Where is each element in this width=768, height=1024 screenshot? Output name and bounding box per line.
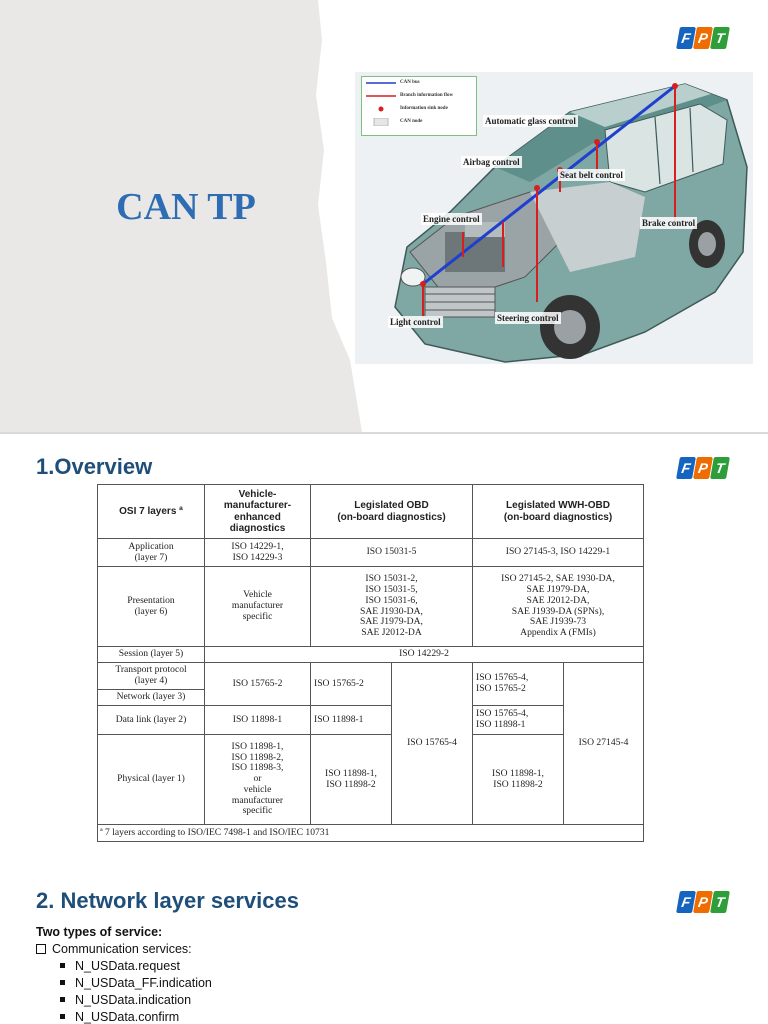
table-header-cell: Legislated WWH-OBD (on-board diagnostics): [473, 485, 644, 539]
blue-line-icon: [366, 79, 396, 87]
slide-heading: 2. Network layer services: [36, 888, 299, 913]
table-cell: ISO 15031-2, ISO 15031-5, ISO 15031-6, SAE J1930-DA, SAE J1979-DA, SAE J2012-DA: [311, 567, 473, 647]
legend-item: Information sink node: [362, 103, 476, 116]
square-bullet-icon: [60, 963, 65, 968]
table-cell: ISO 14229-1, ISO 14229-3: [205, 539, 311, 567]
table-cell: Data link (layer 2): [98, 706, 205, 735]
table-cell: ISO 27145-3, ISO 14229-1: [473, 539, 644, 567]
table-cell: Application (layer 7): [98, 539, 205, 567]
diagram-legend: [361, 76, 477, 136]
legend-item: CAN bus: [362, 77, 476, 90]
slide-title-text: CAN TP: [116, 186, 256, 228]
intro-text: Two types of service:: [36, 925, 163, 939]
table-cell: Network (layer 3): [98, 690, 205, 706]
slide-heading: 1.Overview: [36, 454, 153, 479]
checkbox-bullet-icon: [36, 944, 46, 954]
table-cell: ISO 11898-1, ISO 11898-2: [473, 735, 564, 825]
label-brake-control: Brake control: [642, 218, 696, 228]
square-bullet-icon: [60, 1014, 65, 1019]
table-cell: ISO 14229-2: [205, 647, 644, 663]
list-item: N_USData.request: [36, 958, 212, 975]
box-icon: [366, 118, 396, 126]
osi-layer-table: [97, 484, 644, 842]
label-steering-control: Steering control: [497, 313, 559, 323]
fpt-logo: F P T: [678, 27, 728, 49]
slide-overview: [0, 434, 768, 866]
red-line-icon: [366, 92, 396, 100]
table-row: [98, 539, 644, 567]
fpt-logo: F P T: [678, 891, 728, 913]
square-bullet-icon: [60, 997, 65, 1002]
table-cell: ISO 11898-1, ISO 11898-2, ISO 11898-3, or vehicle manufacturer specific: [205, 735, 311, 825]
table-cell: ISO 15765-4, ISO 15765-2: [473, 663, 564, 706]
list-item: N_USData_FF.indication: [36, 975, 212, 992]
table-cell: Vehicle manufacturer specific: [205, 567, 311, 647]
slide-title: [0, 0, 768, 432]
list-item: Communication services:: [36, 941, 212, 958]
fpt-logo: F P T: [678, 457, 728, 479]
label-light-control: Light control: [390, 317, 441, 327]
table-footnote-row: [98, 825, 644, 842]
table-cell: ISO 27145-2, SAE 1930-DA, SAE J1979-DA, SAE J2012-DA, SAE J1939-DA (SPNs), SAE J1939-73 Appendix A (FMIs): [473, 567, 644, 647]
table-cell: ISO 11898-1: [205, 706, 311, 735]
list-item: N_USData.indication: [36, 992, 212, 1009]
red-dot-icon: [366, 105, 396, 113]
label-seat-belt-control: Seat belt control: [560, 170, 623, 180]
table-cell: ISO 11898-1: [311, 706, 392, 735]
table-row: [98, 567, 644, 647]
table-cell: ISO 15765-2: [205, 663, 311, 706]
legend-item: Branch information flow: [362, 90, 476, 103]
table-cell: ISO 15765-4: [392, 663, 473, 825]
table-cell: ISO 27145-4: [564, 663, 644, 825]
table-header-cell: OSI 7 layers ª: [98, 485, 205, 539]
table-row: [98, 647, 644, 663]
label-airbag-control: Airbag control: [463, 157, 520, 167]
table-header-cell: Legislated OBD (on-board diagnostics): [311, 485, 473, 539]
table-footnote: ª 7 layers according to ISO/IEC 7498-1 and ISO/IEC 10731: [98, 825, 644, 842]
table-row: [98, 706, 644, 735]
table-row: [98, 735, 644, 825]
table-row: [98, 663, 644, 690]
table-cell: ISO 15765-4, ISO 11898-1: [473, 706, 564, 735]
slide-network-layer-services: [0, 866, 768, 1024]
table-header-row: [98, 485, 644, 539]
can-network-car-diagram: [355, 72, 753, 364]
legend-item: CAN node: [362, 116, 476, 129]
list-item: N_USData.confirm: [36, 1009, 212, 1024]
table-cell: ISO 15031-5: [311, 539, 473, 567]
table-header-cell: Vehicle- manufacturer- enhanced diagnostics: [205, 485, 311, 539]
square-bullet-icon: [60, 980, 65, 985]
table-cell: ISO 11898-1, ISO 11898-2: [311, 735, 392, 825]
table-cell: Session (layer 5): [98, 647, 205, 663]
label-engine-control: Engine control: [423, 214, 480, 224]
table-cell: Presentation (layer 6): [98, 567, 205, 647]
table-cell: Transport protocol (layer 4): [98, 663, 205, 690]
table-cell: Physical (layer 1): [98, 735, 205, 825]
label-automatic-glass-control: Automatic glass control: [485, 116, 576, 126]
table-cell: ISO 15765-2: [311, 663, 392, 706]
service-list: [36, 924, 212, 1024]
